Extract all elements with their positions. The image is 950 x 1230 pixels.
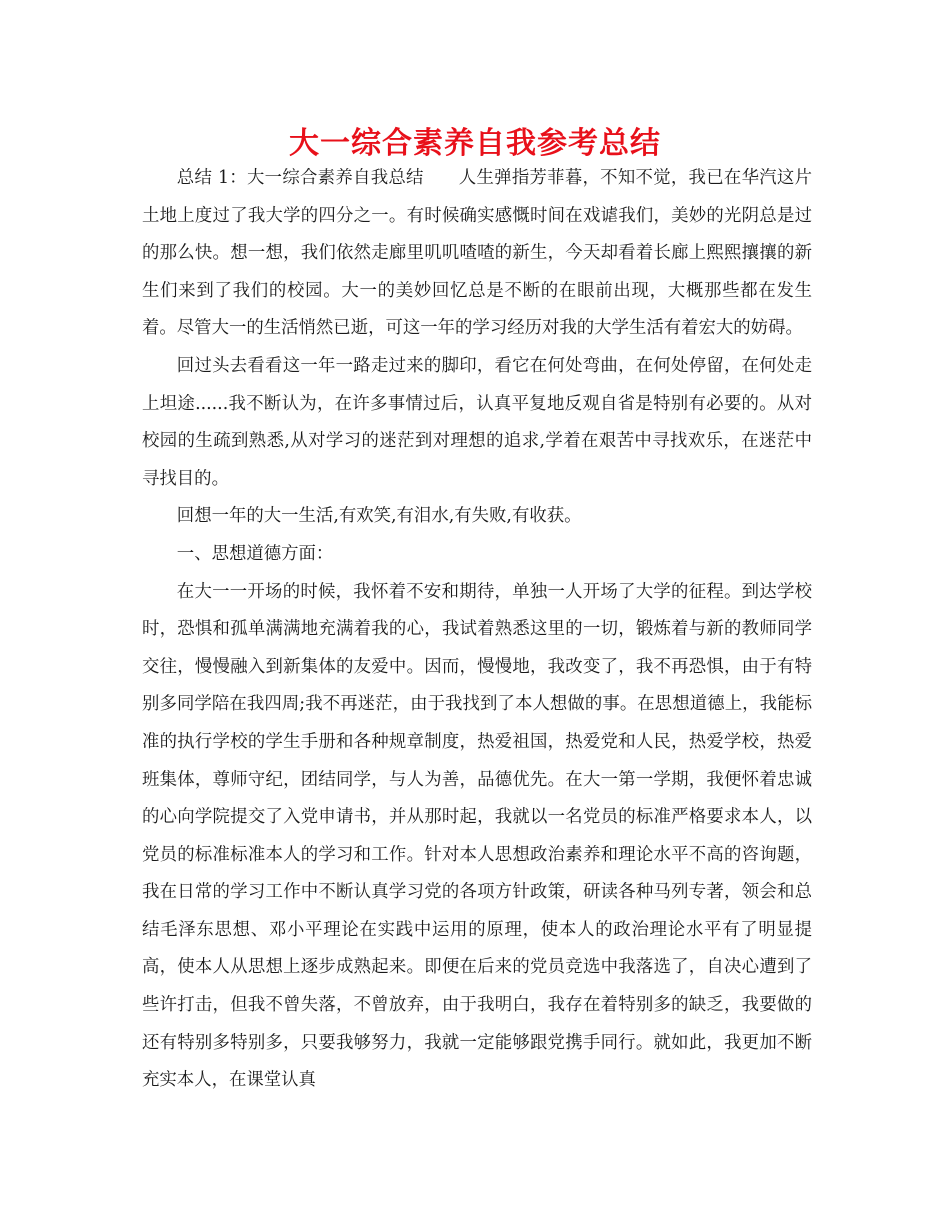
paragraph-5: 在大一一开场的时候，我怀着不安和期待，单独一人开场了大学的征程。到达学校时，恐惧和孤单满满地充满着我的心，我试着熟悉这里的一切，锻炼着与新的教师同学交往，慢慢融入到新集体的友爱中。因而，慢慢地，我改变了，我不再恐惧，由于有特别多同学陪在我四周;我不再迷茫，由于我找到了本人想做的事。在思想道德上，我能标准的执行学校的学生手册和各种规章制度，热爱祖国，热爱党和人民，热爱学校，热爱班集体，尊师守纪，团结同学，与人为善，品德优先。在大一第一学期，我便怀着忠诚的心向学院提交了入党申请书，并从那时起，我就以一名党员的标准严格要求本人，以党员的标准标准本人的学习和工作。针对本人思想政治素养和理论水平不高的咨询题，我在日常的学习工作中不断认真学习党的各项方针政策，研读各种马列专著，领会和总结毛泽东思想、邓小平理论在实践中运用的原理，使本人的政治理论水平有了明显提高，使本人从思想上逐步成熟起来。即便在后来的党员竞选中我落选了，自决心遭到了些许打击，但我不曾失落，不曾放弃，由于我明白，我存在着特别多的缺乏，我要做的还有特别多特别多，只要我够努力，我就一定能够跟党携手同行。就如此，我更加不断充实本人，在课堂认真 [142, 581, 812, 1091]
paragraph-1 [142, 160, 812, 348]
paragraph-1-text: 人生弹指芳菲暮，不知不觉，我已在华汽这片土地上度过了我大学的四分之一。有时候确实感慨时间在戏谑我们，美妙的光阴总是过的那么快。想一想，我们依然走廊里叽叽喳喳的新生，今天却看着长廊上熙熙攘攘的新生们来到了我们的校园。大一的美妙回忆总是不断的在眼前出现，大概那些都在发生着。尽管大一的生活悄然已逝，可这一年的学习经历对我的大学生活有着宏大的妨碍。 [142, 168, 812, 339]
summary-lead: 总结 1：大一综合素养自我总结 [176, 168, 424, 188]
paragraph-3: 回想一年的大一生活,有欢笑,有泪水,有失败,有收获。 [176, 506, 582, 527]
paragraph-2: 回过头去看看这一年一路走过来的脚印，看它在何处弯曲，在何处停留，在何处走上坦途......我不断认为，在许多事情过后，认真平复地反观自省是特别有必要的。从对校园的生疏到熟悉,从对学习的迷茫到对理想的追求,学着在艰苦中寻找欢乐，在迷茫中寻找目的。 [142, 355, 812, 489]
section-heading-moral: 一、思想道德方面： [176, 543, 334, 564]
document-body [142, 160, 812, 1100]
document-title: 大一综合素养自我参考总结 [289, 126, 661, 161]
